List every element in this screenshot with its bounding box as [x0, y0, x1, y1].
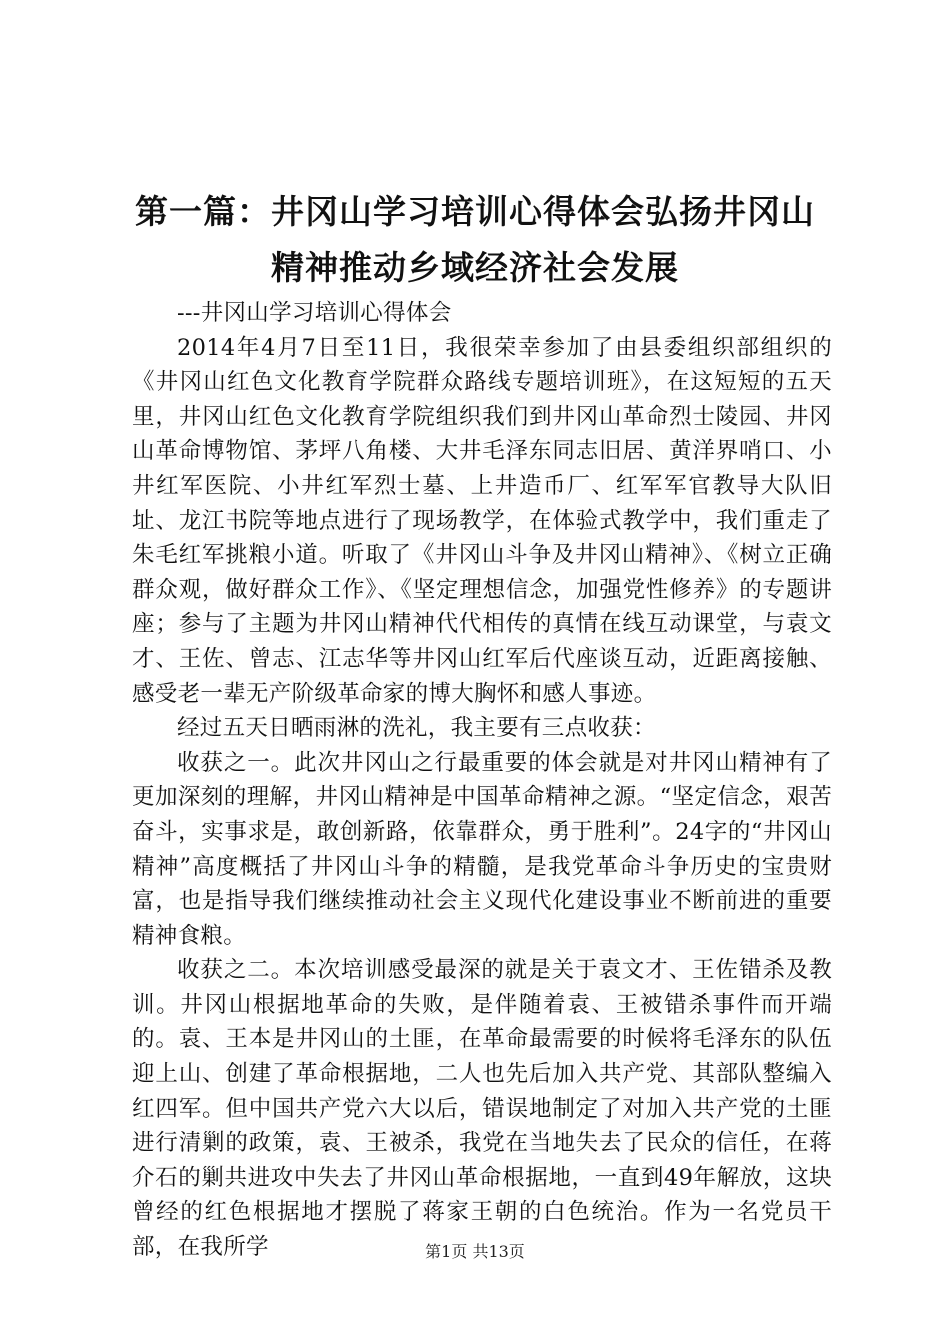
paragraph-summary: 经过五天日晒雨淋的洗礼，我主要有三点收获：	[177, 715, 656, 742]
document-title	[120, 184, 830, 296]
title-line-2: 精神推动乡域经济社会发展	[271, 248, 679, 287]
page-footer: 第1页 共13页	[425, 1242, 525, 1261]
document-subtitle: ---井冈山学习培训心得体会	[177, 300, 452, 326]
paragraph-gain-two: 收获之二。本次培训感受最深的就是关于袁文才、王佐错杀及教训。井冈山根据地革命的失败，是伴随着袁、王被错杀事件而开端的。袁、王本是井冈山的土匪，在革命最需要的时候将毛泽东的队伍迎上山、创建了革命根据地，二人也先后加入共产党、其部队整编入红四军。但中国共产党六大以后，错误地制定了对加入共产党的土匪进行清剿的政策，袁、王被杀，我党在当地失去了民众的信任，在蒋介石的剿共进攻中失去了井冈山革命根据地，一直到49年解放，这块曾经的红色根据地才摆脱了蒋家王朝的白色统治。作为一名党员干部，在我所学	[132, 957, 832, 1261]
document-body	[132, 296, 832, 1265]
paragraph-intro: 2014年4月7日至11日，我很荣幸参加了由县委组织部组织的《井冈山红色文化教育学院群众路线专题培训班》，在这短短的五天里，井冈山红色文化教育学院组织我们到井冈山革命烈士陵园、井冈山革命博物馆、茅坪八角楼、大井毛泽东同志旧居、黄洋界哨口、小井红军医院、小井红军烈士墓、上井造币厂、红军军官教导大队旧址、龙江书院等地点进行了现场教学，在体验式教学中，我们重走了朱毛红军挑粮小道。听取了《井冈山斗争及井冈山精神》、《树立正确群众观，做好群众工作》、《坚定理想信念，加强党性修养》的专题讲座；参与了主题为井冈山精神代代相传的真情在线互动课堂，与袁文才、王佐、曾志、江志华等井冈山红军后代座谈互动，近距离接触、感受老一辈无产阶级革命家的博大胸怀和感人事迹。	[132, 334, 832, 707]
title-line-1: 第一篇：井冈山学习培训心得体会弘扬井冈山	[135, 192, 815, 231]
paragraph-gain-one: 收获之一。此次井冈山之行最重要的体会就是对井冈山精神有了更加深刻的理解，井冈山精神是中国革命精神之源。“坚定信念，艰苦奋斗，实事求是，敢创新路，依靠群众，勇于胜利”。24字的“井冈山精神”高度概括了井冈山斗争的精髓，是我党革命斗争历史的宝贵财富，也是指导我们继续推动社会主义现代化建设事业不断前进的重要精神食粮。	[132, 749, 832, 949]
